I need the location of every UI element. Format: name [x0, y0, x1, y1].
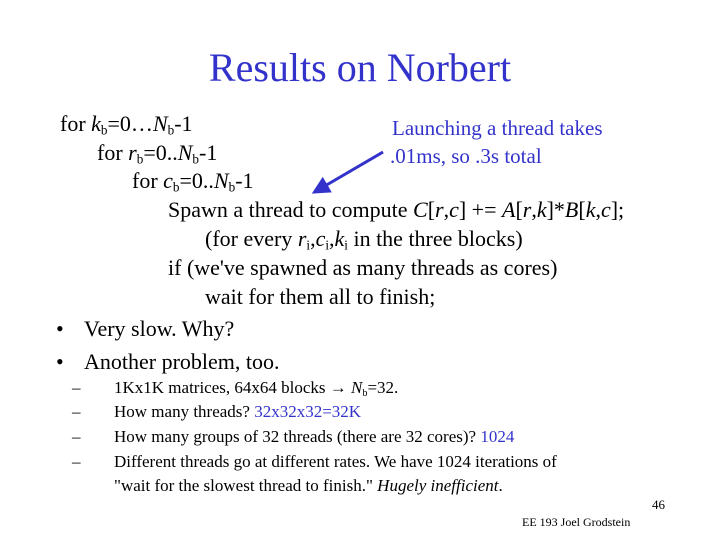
loop-line-rb: for $r_b=0..N_b-1$ [97, 140, 218, 167]
loop-line-kb: for $k_b=0\dots N_b-1$ [60, 111, 193, 138]
bullet-very-slow: • Very slow. Why? [56, 316, 235, 341]
if-line: if (we've spawned as many threads as cores) [168, 255, 558, 280]
sub-bullet-rates-cont: "wait for the slowest thread to finish." Hugely inefficient. [114, 476, 503, 495]
sub-bullet-matrices: – 1Kx1K matrices, 64x64 blocks → $N_b=32$. [72, 378, 399, 399]
wait-line: wait for them all to finish; [205, 284, 436, 309]
slide-title: Results on Norbert [208, 45, 512, 90]
sub-bullet-rates: – Different threads go at different rates. We have 1024 iterations of [72, 452, 557, 471]
note-line-1: Launching a thread takes [392, 116, 603, 140]
bullet-another-problem: • Another problem, too. [56, 349, 280, 374]
spawn-line: Spawn a thread to compute C[r,c] += A[r,k]*B[k,c]; [168, 197, 625, 222]
sub-bullet-threads: – How many threads? 32x32x32=32K [72, 402, 362, 421]
page-number: 46 [652, 497, 665, 512]
note-line-2: .01ms, so .3s total [390, 144, 542, 168]
footer-author: EE 193 Joel Grodstein [522, 515, 631, 529]
every-line: (for every $r_i,c_i,k_i$ in the three blocks) [205, 226, 523, 253]
sub-bullet-groups: – How many groups of 32 threads (there are 32 cores)? 1024 [72, 427, 515, 446]
loop-line-cb: for $c_b=0..N_b-1$ [132, 168, 254, 195]
